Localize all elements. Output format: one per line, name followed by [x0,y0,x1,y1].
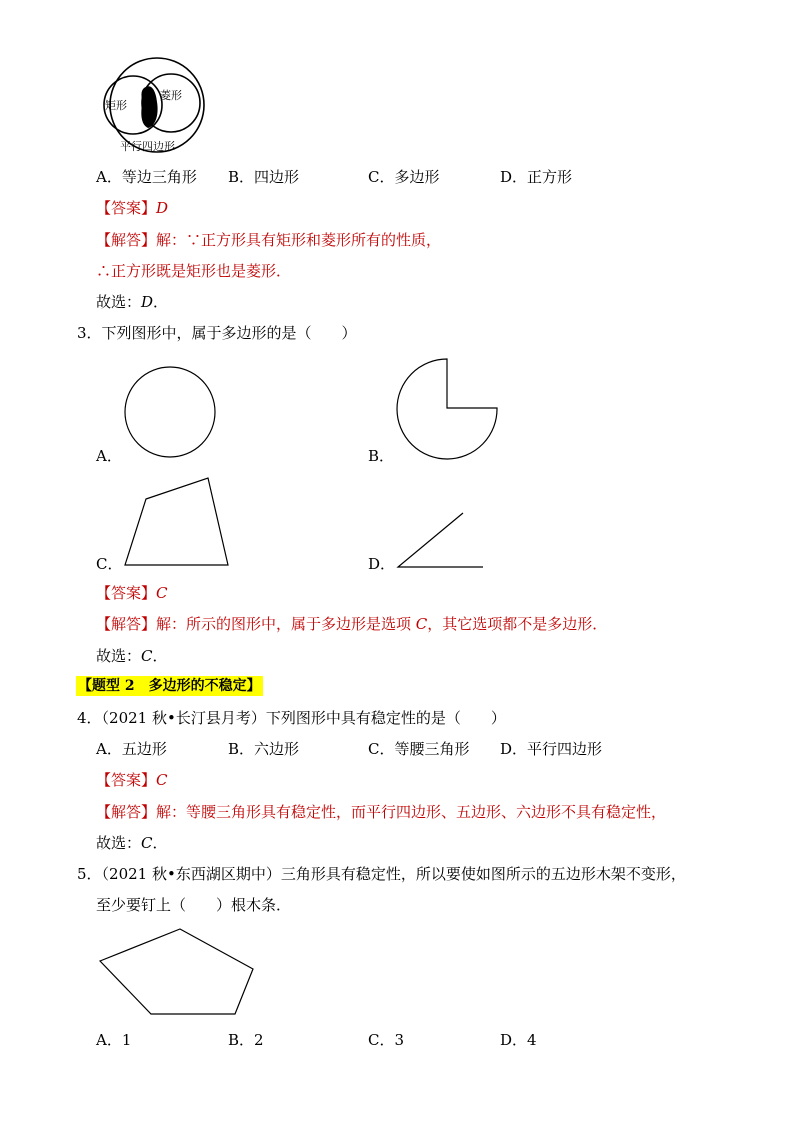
q2-solution-line1 [96,230,441,250]
q5-stem-line1: 5．（2021 秋•东西湖区期中）三角形具有稳定性，所以要使如图所示的五边形木架不变形， [77,865,686,883]
q3-label-b: B． [368,447,395,465]
choice-value: C [141,647,153,665]
q5-option-a: A．1 [96,1031,132,1049]
q3-label-c: C． [96,555,123,573]
q3-answer-line [96,583,168,603]
q2-option-c: C．多边形 [368,168,440,186]
choice-value: C [141,834,153,852]
venn-diagram [96,58,226,158]
q4-solution-line [96,802,666,822]
q3-stem: 3．下列图形中，属于多边形的是（ ） [77,324,357,342]
q4-option-c: C．等腰三角形 [368,740,470,758]
solution-tag: 【解答】 [96,231,157,249]
answer-value: C [156,771,168,789]
choice-value: D [141,293,154,311]
solution-tag: 【解答】 [96,803,157,821]
q4-option-b: B．六边形 [228,740,300,758]
solution-var: C [415,615,428,633]
venn-label-rect: 矩形 [105,99,127,112]
q5-option-d: D．4 [500,1031,537,1049]
q3-figure-b-sector [396,358,500,462]
q4-option-a: A．五边形 [96,740,167,758]
choice-prefix: 故选： [96,293,142,311]
venn-label-parallelogram: 平行四边形 [120,140,175,153]
q2-solution-line2: ∴正方形既是矩形也是菱形． [96,262,292,280]
q3-figure-d-angle [396,512,486,570]
q4-answer-line [96,770,168,790]
choice-prefix: 故选： [96,647,142,665]
choice-suffix: ． [152,834,168,852]
q2-option-a: A．等边三角形 [96,168,197,186]
solution-text: 解：所示的图形中，属于多边形是选项 [156,615,416,633]
venn-overlap-shade [141,86,157,128]
answer-value: C [156,584,168,602]
answer-tag: 【答案】 [96,584,157,602]
choice-prefix: 故选： [96,834,142,852]
q3-figure-a-circle [124,366,218,460]
solution-text: 解：等腰三角形具有稳定性，而平行四边形、五边形、六边形不具有稳定性， [156,803,667,821]
q3-label-a: A． [96,447,122,465]
choice-suffix: ． [153,293,169,311]
section-heading: 【题型 2 多边形的不稳定】 [78,678,261,694]
q2-option-b: B．四边形 [228,168,300,186]
q5-figure-pentagon [98,927,256,1017]
q5-option-b: B．2 [228,1031,264,1049]
choice-suffix: ． [152,647,168,665]
q4-choice-line [96,833,168,853]
q4-option-d: D．平行四边形 [500,740,603,758]
q4-stem: 4．（2021 秋•长汀县月考）下列图形中具有稳定性的是（ ） [77,709,506,727]
q3-figure-c-quadrilateral [124,476,232,568]
answer-tag: 【答案】 [96,199,157,217]
q2-choice-line [96,292,168,312]
solution-text: 解：∵正方形具有矩形和菱形所有的性质， [156,231,442,249]
q3-choice-line [96,646,168,666]
q3-label-d: D． [368,555,396,573]
q2-answer-line [96,198,168,218]
solution-text-end: ，其它选项都不是多边形． [427,615,608,633]
q3-solution-line [96,614,607,634]
answer-value: D [156,199,169,217]
q5-stem-line2: 至少要钉上（ ）根木条． [96,896,292,914]
q2-option-d: D．正方形 [500,168,573,186]
answer-tag: 【答案】 [96,771,157,789]
solution-tag: 【解答】 [96,615,157,633]
venn-label-rhombus: 菱形 [160,89,182,102]
q5-option-c: C．3 [368,1031,405,1049]
